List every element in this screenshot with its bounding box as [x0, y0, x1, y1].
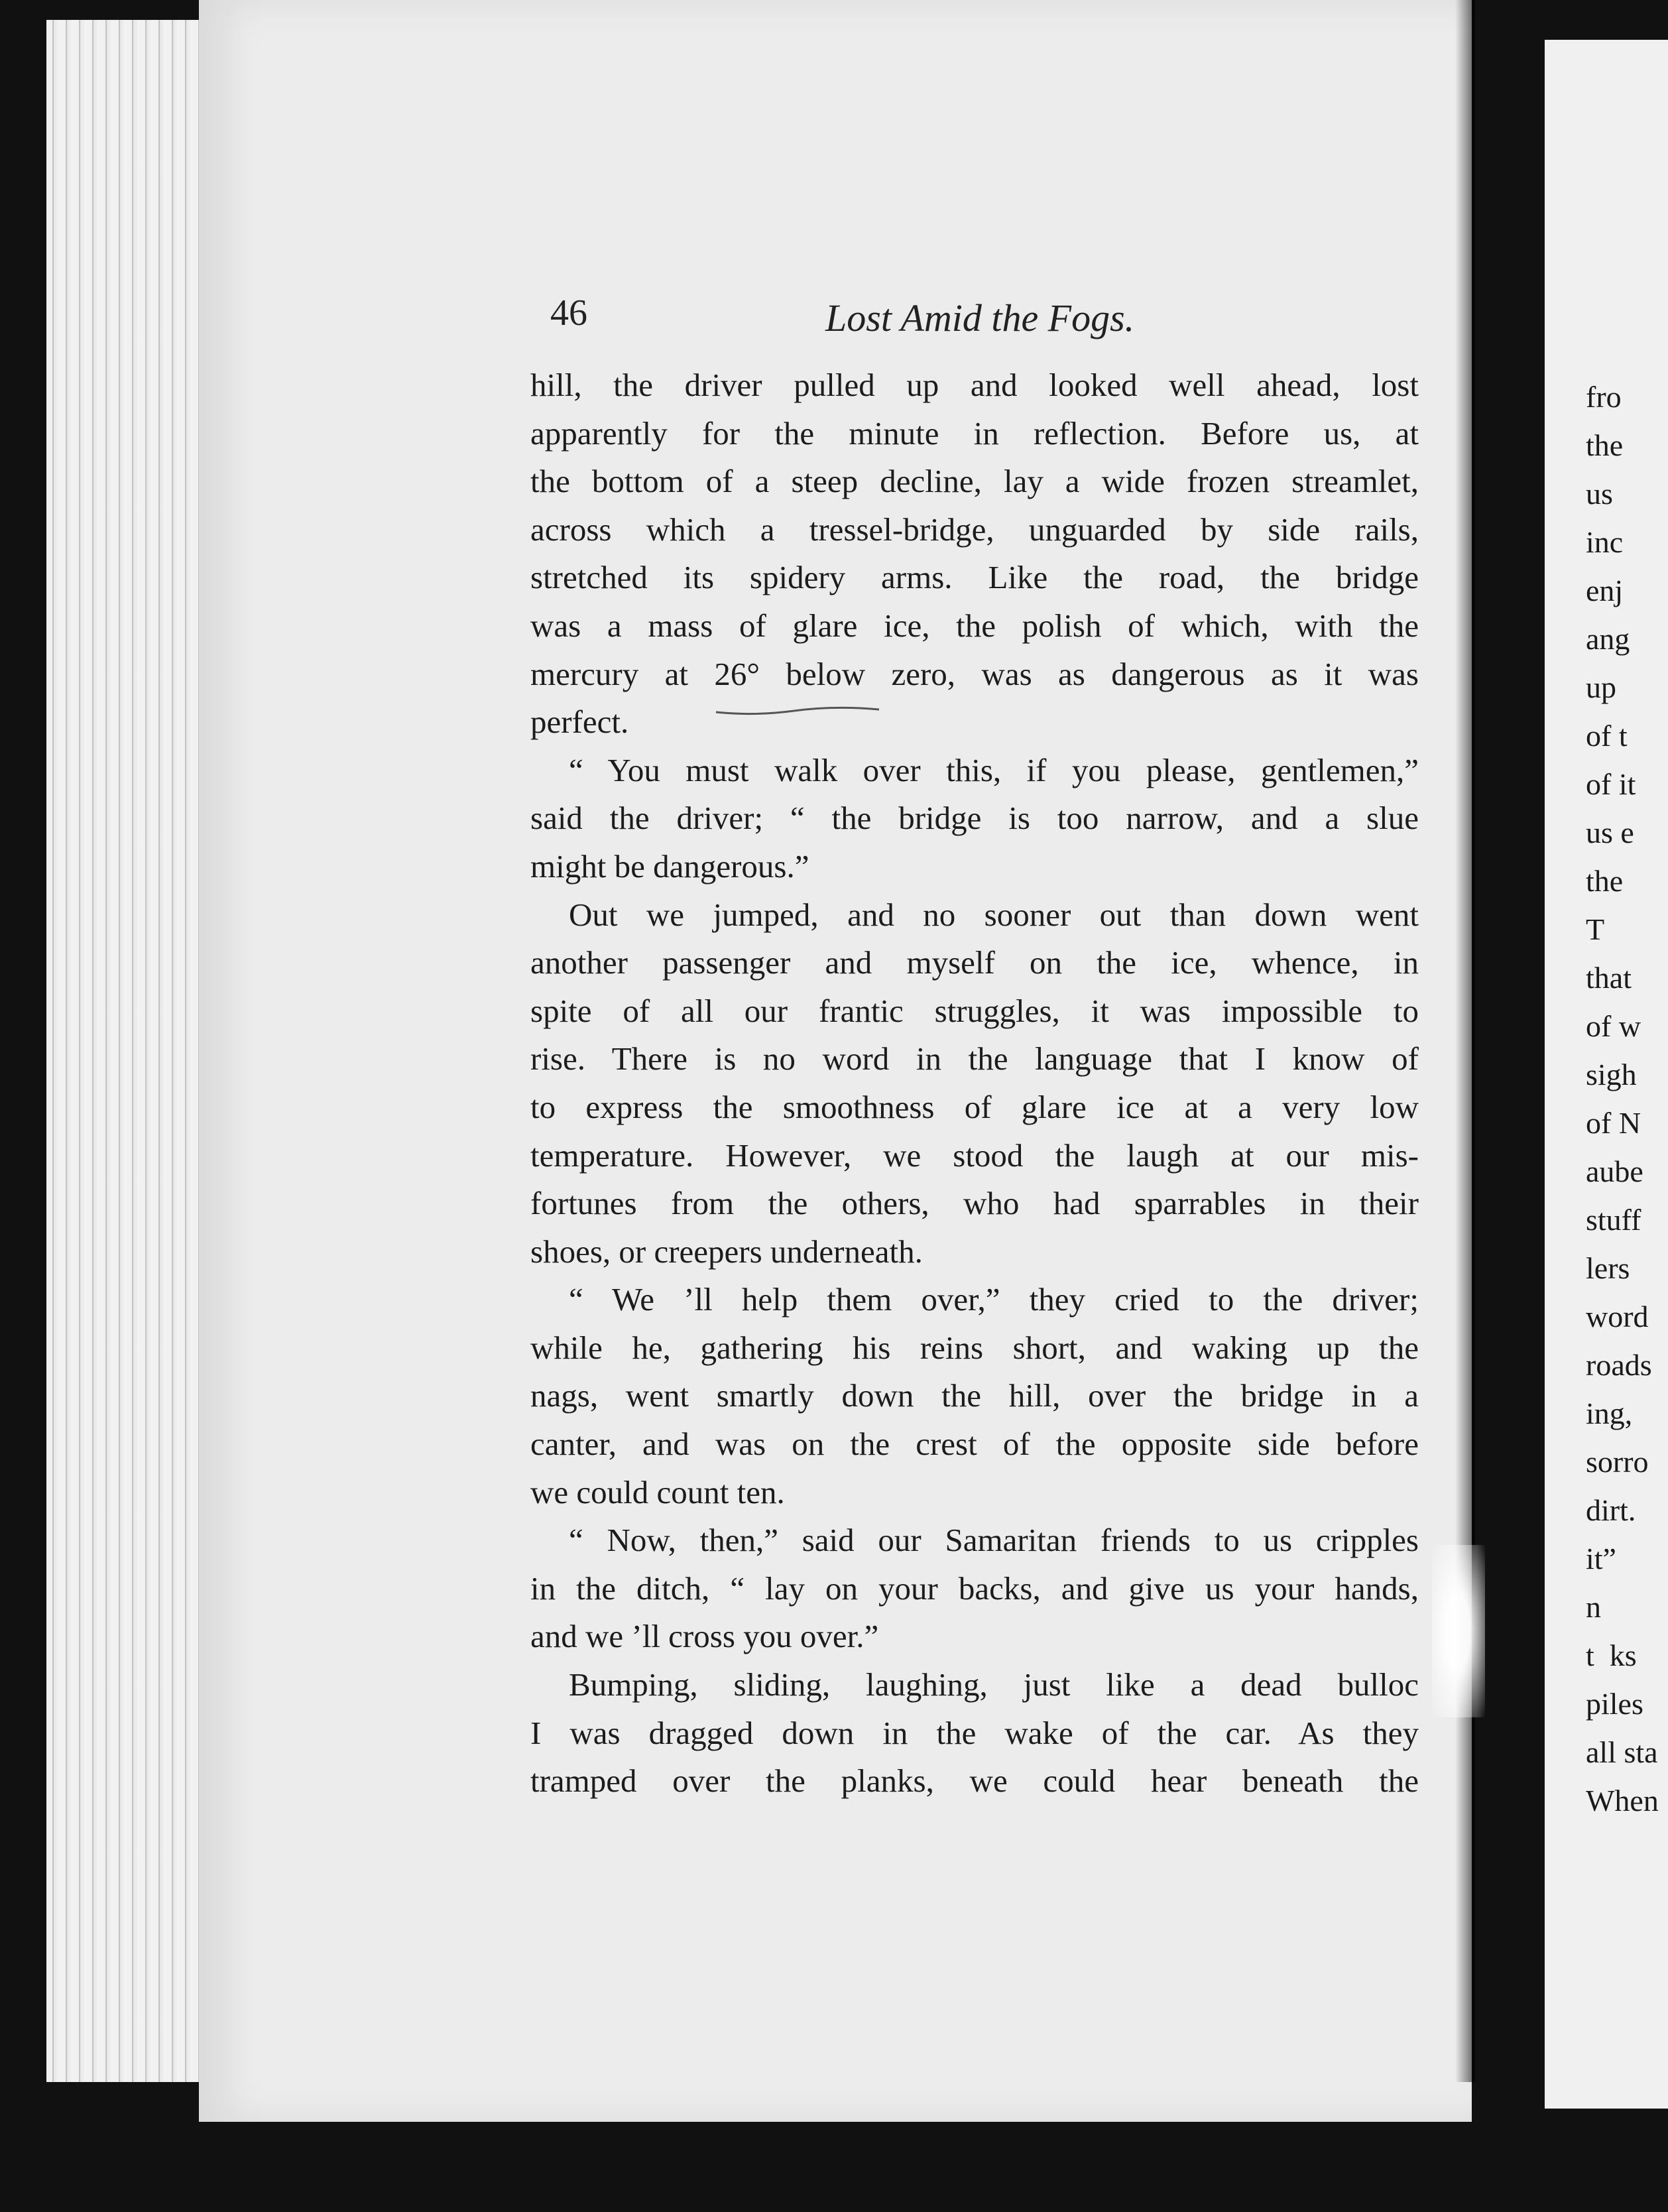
text-line: we could count ten.: [530, 1473, 785, 1510]
text-line: perfect.: [530, 704, 629, 741]
text-line: “ Now, then,” said our Samaritan friends to us cripples: [569, 1522, 1419, 1559]
facing-text-line: dirt.: [1586, 1493, 1636, 1527]
facing-text-line: stuff: [1586, 1203, 1641, 1237]
facing-text-line: ing,: [1586, 1396, 1633, 1430]
facing-text-line: up: [1586, 670, 1616, 704]
facing-text-line: the: [1586, 428, 1624, 462]
facing-text-line: n: [1586, 1590, 1601, 1624]
scan-glare: [1432, 1545, 1485, 1717]
facing-page-text: [1586, 373, 1659, 1825]
facing-text-line: lers: [1586, 1251, 1630, 1285]
text-line: tramped over the planks, we could hear beneath the: [530, 1762, 1419, 1800]
text-line: spite of all our frantic struggles, it was impossible to: [530, 992, 1419, 1029]
facing-text-line: of it: [1586, 767, 1636, 801]
text-line: apparently for the minute in reflection. Before us, at: [530, 414, 1419, 452]
text-line: I was dragged down in the wake of the car. As they: [530, 1714, 1419, 1751]
text-line: temperature. However, we stood the laugh at our mis-: [530, 1137, 1419, 1174]
facing-text-line: of w: [1586, 1009, 1641, 1043]
text-line: across which a tressel-bridge, unguarded by side rails,: [530, 511, 1419, 548]
body-text: [530, 361, 1419, 1806]
text-line: in the ditch, “ lay on your backs, and give us your hands,: [530, 1569, 1419, 1607]
facing-text-line: that: [1586, 961, 1632, 995]
facing-text-line: fro: [1586, 380, 1622, 414]
facing-text-line: sigh: [1586, 1058, 1637, 1091]
text-line: to express the smoothness of glare ice at a very low: [530, 1088, 1419, 1125]
text-line: said the driver; “ the bridge is too narrow, and a slue: [530, 800, 1419, 837]
pencil-underline-mark: [715, 698, 880, 717]
text-line: the bottom of a steep decline, lay a wide frozen streamlet,: [530, 463, 1419, 500]
text-line: “ You must walk over this, if you please, gentlemen,”: [569, 751, 1419, 788]
running-head: [550, 292, 1273, 345]
page-number: 46: [550, 292, 587, 334]
facing-text-line: When: [1586, 1784, 1659, 1817]
facing-text-line: the: [1586, 864, 1624, 898]
text-line: fortunes from the others, who had sparrables in their: [530, 1185, 1419, 1222]
text-line: mercury at 26° below zero, was as dangerous as it was: [530, 655, 1419, 692]
text-line: Bumping, sliding, laughing, just like a dead bulloc: [569, 1666, 1419, 1703]
text-line: canter, and was on the crest of the opposite side before: [530, 1426, 1419, 1463]
facing-text-line: roads: [1586, 1348, 1652, 1382]
facing-text-line: ang: [1586, 622, 1630, 656]
facing-text-line: us: [1586, 477, 1613, 511]
gutter-shadow: [1455, 0, 1475, 2082]
text-line: rise. There is no word in the language that I know of: [530, 1040, 1419, 1077]
facing-text-line: us e: [1586, 816, 1634, 849]
facing-text-line: aube: [1586, 1154, 1643, 1188]
facing-text-line: T: [1586, 912, 1605, 946]
text-line: shoes, or creepers underneath.: [530, 1233, 923, 1270]
facing-text-line: of t: [1586, 719, 1628, 753]
facing-text-line: all sta: [1586, 1735, 1658, 1769]
text-line: and we ’ll cross you over.”: [530, 1618, 879, 1655]
text-line: while he, gathering his reins short, and waking up the: [530, 1329, 1419, 1366]
text-line: stretched its spidery arms. Like the road, the bridge: [530, 559, 1419, 596]
text-line: nags, went smartly down the hill, over the bridge in a: [530, 1377, 1419, 1414]
facing-text-line: word: [1586, 1300, 1649, 1333]
text-line: was a mass of glare ice, the polish of which, with the: [530, 607, 1419, 644]
text-line: Out we jumped, and no sooner out than down went: [569, 896, 1419, 933]
text-line: another passenger and myself on the ice, whence, in: [530, 944, 1419, 981]
facing-text-line: sorro: [1586, 1445, 1649, 1479]
facing-text-line: of N: [1586, 1106, 1641, 1140]
facing-text-line: enj: [1586, 574, 1624, 607]
text-line: might be dangerous.”: [530, 847, 809, 885]
facing-text-line: it”: [1586, 1542, 1616, 1575]
text-line: hill, the driver pulled up and looked well ahead, lost: [530, 367, 1419, 403]
facing-text-line: inc: [1586, 525, 1624, 559]
facing-text-line: piles: [1586, 1687, 1643, 1721]
running-title: Lost Amid the Fogs.: [825, 296, 1135, 339]
facing-text-line: t ks: [1586, 1638, 1637, 1672]
text-line: “ We ’ll help them over,” they cried to the driver;: [569, 1281, 1419, 1318]
